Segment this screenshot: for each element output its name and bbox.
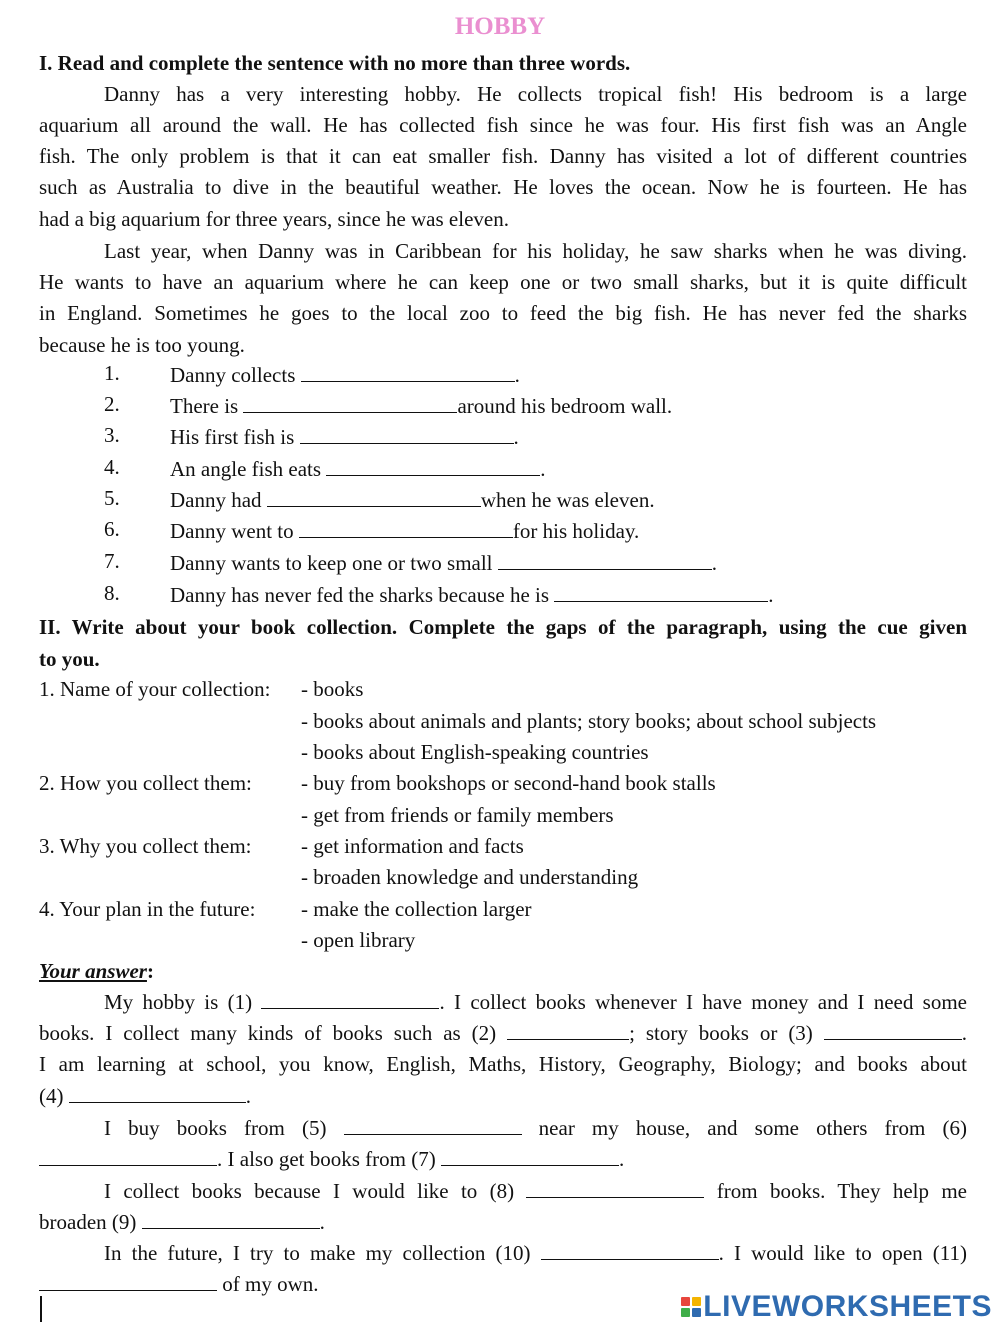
answer-text: I buy books from (5) [104, 1116, 344, 1140]
answer-line [104, 1176, 967, 1207]
question-text-end: around his bedroom wall. [457, 394, 673, 418]
question-text-end: . [540, 457, 546, 481]
answer-blank-8[interactable] [526, 1177, 704, 1198]
logo-square-icon [681, 1308, 690, 1317]
answer-line [39, 1081, 967, 1112]
section-2-heading: II. Write about your book collection. Complete the gaps of the paragraph, using the cue given [39, 615, 967, 639]
question-text: Danny has never fed the sharks because he is [170, 583, 555, 607]
text-cursor [40, 1296, 42, 1322]
cue-item: - books about animals and plants; story books; about school subjects [301, 709, 877, 733]
answer-blank-3[interactable] [824, 1019, 962, 1040]
your-answer-label [39, 959, 154, 984]
answer-text: from books. They help me [704, 1179, 967, 1203]
answer-text: . I collect books whenever I have money and I need some [439, 990, 967, 1014]
answer-text: books. I collect many kinds of books such as (2) [39, 1021, 508, 1045]
cue-item: - buy from bookshops or second-hand book stalls [301, 771, 716, 795]
answer-text: In the future, I try to make my collection (10) [104, 1241, 541, 1265]
answer-blank[interactable] [267, 486, 481, 507]
answer-line [104, 1113, 967, 1144]
answer-line: I am learning at school, you know, English, Maths, History, Geography, Biology; and books about [39, 1052, 967, 1076]
passage-line: had a big aquarium for three years, since he was eleven. [39, 207, 509, 231]
question-number: 8. [104, 581, 120, 605]
answer-line [104, 1238, 967, 1269]
question-text: His first fish is [170, 425, 300, 449]
liveworksheets-logo [681, 1290, 992, 1324]
answer-line [39, 1144, 967, 1175]
answer-blank[interactable] [300, 423, 514, 444]
cue-label: 2. How you collect them: [39, 771, 252, 795]
question-number: 6. [104, 517, 120, 541]
answer-line [39, 1207, 967, 1238]
answer-blank[interactable] [498, 549, 712, 570]
answer-text: . I would like to open (11) [718, 1241, 967, 1265]
question-number: 3. [104, 423, 120, 447]
question-text: Danny had [170, 488, 267, 512]
passage-line: aquarium all around the wall. He has collected fish since he was four. His first fish was an Angle [39, 113, 967, 137]
passage-line: because he is too young. [39, 333, 245, 357]
answer-blank[interactable] [243, 392, 457, 413]
answer-blank-4[interactable] [69, 1082, 246, 1103]
question-text-end: . [514, 363, 520, 387]
cue-item: - broaden knowledge and understanding [301, 865, 639, 889]
question-number: 5. [104, 486, 120, 510]
question-text-end: for his holiday. [512, 519, 640, 543]
answer-text: My hobby is (1) [104, 990, 262, 1014]
cue-label: 1. Name of your collection: [39, 677, 271, 701]
logo-square-icon [692, 1308, 701, 1317]
answer-blank-10[interactable] [541, 1239, 719, 1260]
answer-line [104, 987, 967, 1018]
answer-text: . I also get books from (7) [217, 1147, 441, 1171]
answer-text: of my own. [217, 1272, 319, 1296]
answer-blank-5[interactable] [344, 1114, 522, 1135]
answer-blank-1[interactable] [261, 988, 439, 1009]
question-text-end: . [513, 425, 519, 449]
passage-line: Danny has a very interesting hobby. He collects tropical fish! His bedroom is a large [104, 82, 967, 106]
question-text: Danny collects [170, 363, 301, 387]
cue-label: 4. Your plan in the future: [39, 897, 256, 921]
answer-text: broaden (9) [39, 1210, 142, 1234]
your-answer-colon: : [146, 959, 154, 983]
answer-blank-11[interactable] [39, 1270, 217, 1291]
question-number: 7. [104, 549, 120, 573]
question-number: 4. [104, 455, 120, 479]
your-answer-text: Your answer [39, 959, 147, 983]
cue-item: - open library [301, 928, 416, 952]
answer-blank[interactable] [326, 455, 540, 476]
answer-blank[interactable] [301, 361, 515, 382]
passage-line: fish. The only problem is that it can eat smaller fish. Danny has visited a lot of different countries [39, 144, 967, 168]
question-text: An angle fish eats [170, 457, 327, 481]
answer-blank[interactable] [554, 581, 768, 602]
question-text-end: when he was eleven. [480, 488, 655, 512]
section-2-heading-cont: to you. [39, 647, 100, 671]
cue-label: 3. Why you collect them: [39, 834, 252, 858]
answer-text: . [319, 1210, 325, 1234]
answer-blank-7[interactable] [441, 1145, 619, 1166]
logo-square-icon [681, 1297, 690, 1306]
cue-item: - books about English-speaking countries [301, 740, 649, 764]
logo-text: LIVEWORKSHEETS [703, 1290, 992, 1323]
cue-item: - make the collection larger [301, 897, 532, 921]
cue-item: - books [301, 677, 364, 701]
answer-text: ; story books or (3) [629, 1021, 824, 1045]
question-number: 1. [104, 361, 120, 385]
question-text-end: . [711, 551, 718, 575]
cue-item: - get information and facts [301, 834, 524, 858]
question-text: There is [170, 394, 244, 418]
answer-blank-9[interactable] [142, 1208, 320, 1229]
answer-text: . [245, 1084, 251, 1108]
answer-line [39, 1018, 967, 1049]
question-text: Danny went to [170, 519, 299, 543]
answer-text: I collect books because I would like to (8) [104, 1179, 527, 1203]
answer-text: (4) [39, 1084, 69, 1108]
cue-item: - get from friends or family members [301, 803, 614, 827]
answer-text: . [961, 1021, 967, 1045]
question-text-end: . [768, 583, 774, 607]
answer-blank-6[interactable] [39, 1145, 217, 1166]
passage-line: such as Australia to dive in the beautiful weather. He loves the ocean. Now he is fourteen. He has [39, 175, 967, 199]
logo-mark-icon [681, 1297, 701, 1317]
passage-line: He wants to have an aquarium where he can keep one or two small sharks, but it is quite difficult [39, 270, 967, 294]
logo-square-icon [692, 1297, 701, 1306]
passage-line: Last year, when Danny was in Caribbean for his holiday, he saw sharks when he was diving. [104, 239, 967, 263]
answer-blank[interactable] [299, 517, 513, 538]
page-title: HOBBY [454, 13, 546, 40]
section-1-heading: I. Read and complete the sentence with no more than three words. [39, 51, 631, 75]
passage-line: in England. Sometimes he goes to the local zoo to feed the big fish. He has never fed the sharks [39, 301, 967, 325]
answer-blank-2[interactable] [507, 1019, 629, 1040]
answer-text: . [618, 1147, 625, 1171]
answer-text: near my house, and some others from (6) [521, 1116, 967, 1140]
question-text: Danny wants to keep one or two small [170, 551, 498, 575]
question-number: 2. [104, 392, 120, 416]
